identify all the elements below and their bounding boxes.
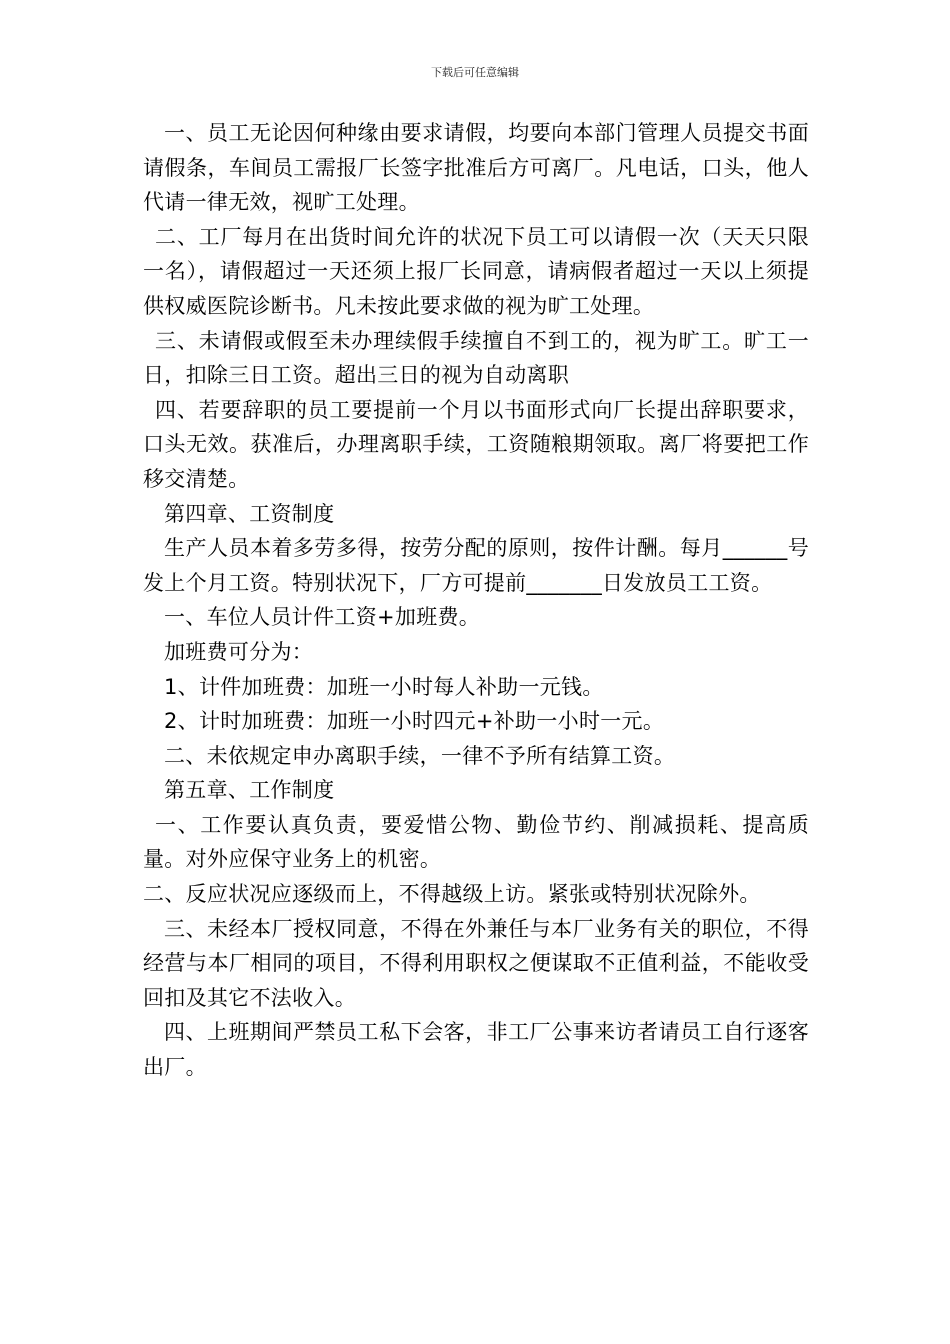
paragraph-absenteeism: 三、未请假或假至未办理续假手续擅自不到工的，视为旷工。旷工一日，扣除三日工资。超出三日的视为自动离职 bbox=[143, 328, 809, 388]
document-body bbox=[143, 116, 809, 1085]
paragraph-overtime-types: 加班费可分为： bbox=[164, 639, 314, 664]
paragraph-reporting: 二、反应状况应逐级而上，不得越级上访。紧张或特别状况除外。 bbox=[143, 882, 761, 907]
paragraph-no-settlement: 二、未依规定申办离职手续，一律不予所有结算工资。 bbox=[164, 743, 676, 768]
paragraph-piece-overtime: 1、计件加班费：加班一小时每人补助一元钱。 bbox=[164, 674, 604, 699]
chapter-five-heading: 第五章、工作制度 bbox=[164, 778, 335, 803]
paragraph-visitors: 四、上班期间严禁员工私下会客，非工厂公事来访者请员工自行逐客出厂。 bbox=[143, 1020, 809, 1080]
paragraph-wage-principle: 生产人员本着多劳多得，按劳分配的原则，按件计酬。每月______号发上个月工资。特别状况下，厂方可提前_______日发放员工工资。 bbox=[143, 536, 809, 595]
paragraph-monthly-leave: 二、工厂每月在出货时间允许的状况下员工可以请假一次（天天只限一名），请假超过一天还须上报厂长同意，请病假者超过一天以上须提供权威医院诊断书。凡未按此要求做的视为旷工处理。 bbox=[143, 224, 809, 318]
page-header-note: 下载后可任意编辑 bbox=[431, 66, 519, 79]
paragraph-resignation: 四、若要辞职的员工要提前一个月以书面形式向厂长提出辞职要求，口头无效。获准后，办理离职手续，工资随粮期领取。离厂将要把工作移交清楚。 bbox=[143, 397, 809, 491]
paragraph-conflict-of-interest: 三、未经本厂授权同意，不得在外兼任与本厂业务有关的职位，不得经营与本厂相同的项目，不得利用职权之便谋取不正值利益，不能收受回扣及其它不法收入。 bbox=[143, 916, 809, 1010]
chapter-four-heading: 第四章、工资制度 bbox=[164, 501, 335, 526]
paragraph-leave-request: 一、员工无论因何种缘由要求请假，均要向本部门管理人员提交书面请假条，车间员工需报厂长签字批准后方可离厂。凡电话，口头，他人代请一律无效，视旷工处理。 bbox=[143, 121, 809, 215]
paragraph-piece-wage: 一、车位人员计件工资+加班费。 bbox=[164, 605, 481, 630]
paragraph-work-responsibility: 一、工作要认真负责，要爱惜公物、勤俭节约、削减损耗、提高质量。对外应保守业务上的机密。 bbox=[143, 812, 809, 872]
paragraph-hourly-overtime: 2、计时加班费：加班一小时四元+补助一小时一元。 bbox=[164, 709, 665, 734]
